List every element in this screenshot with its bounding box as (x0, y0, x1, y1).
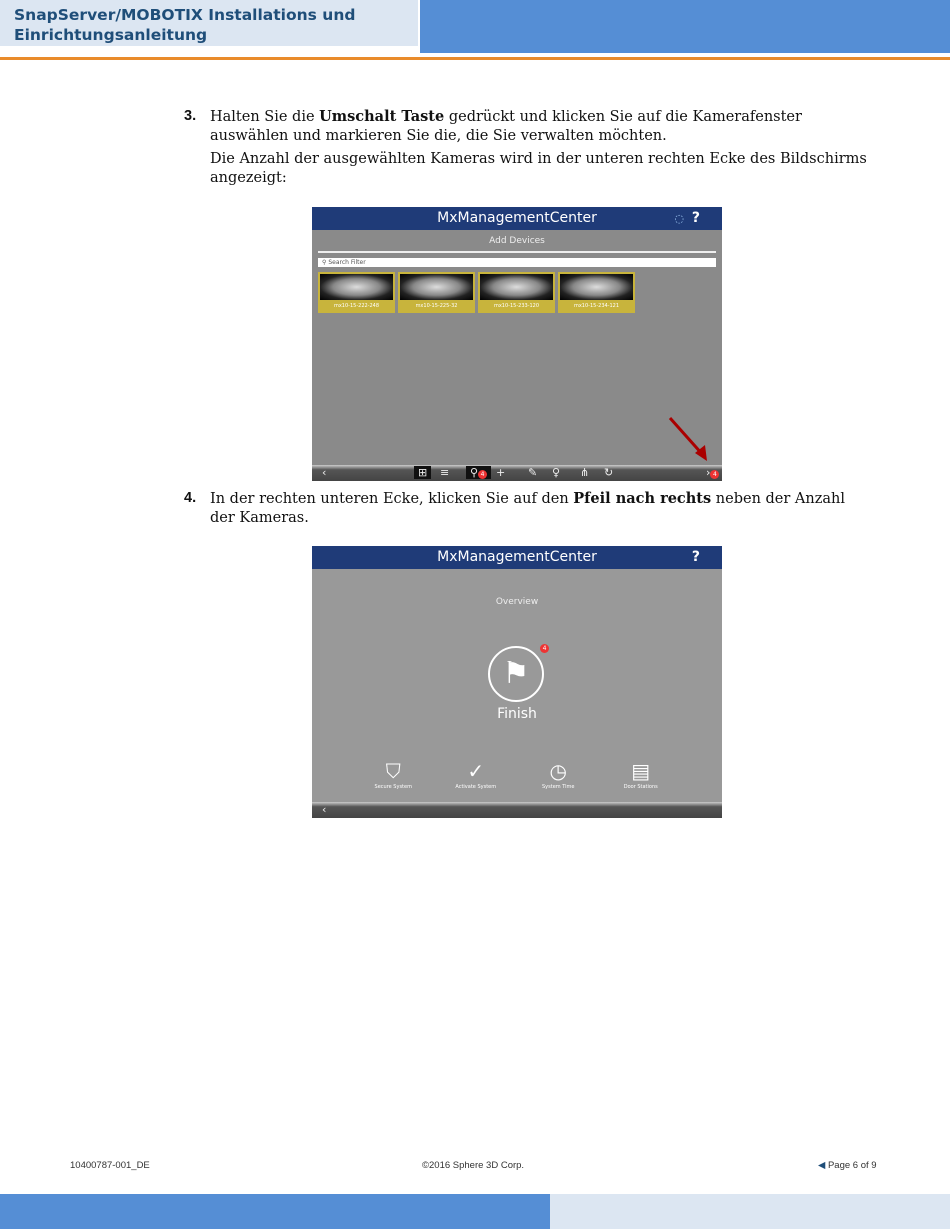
shield-icon: ⛉ (385, 759, 401, 783)
tile-label: Activate System (455, 784, 497, 790)
checkered-flag-icon: ⚑ (488, 646, 544, 702)
camera-image (400, 274, 473, 300)
finish-button (488, 646, 546, 722)
tile-door-stations (601, 758, 681, 790)
page-number: Page 6 of 9 (827, 1160, 877, 1171)
step-number: 3. (184, 108, 197, 124)
grid-view-icon: ⊞ (414, 466, 431, 479)
camera-label: mx10-15-225-32 (415, 303, 458, 309)
document-header-title (0, 0, 418, 46)
back-triangle-icon: ◀ (818, 1160, 826, 1171)
header-band (420, 0, 950, 53)
finish-label: Finish (497, 706, 537, 722)
footer-copyright: ©2016 Sphere 3D Corp. (422, 1160, 525, 1171)
footer-doc-id: 10400787-001_DE (70, 1160, 150, 1171)
count-badge: 4 (710, 470, 719, 479)
checkmark-icon: ✓ (467, 759, 485, 783)
camera-image (320, 274, 393, 300)
footer-band (0, 1194, 550, 1229)
bottom-toolbar (312, 465, 722, 481)
tile-label: Secure System (374, 784, 412, 790)
camera-image (560, 274, 633, 300)
header-divider (0, 57, 950, 60)
tile-system-time (518, 758, 598, 790)
camera-tile (558, 272, 635, 313)
step-bold: Pfeil nach rechts (573, 490, 712, 507)
step-text: gedrückt und klicken Sie auf die Kamerafenster auswählen und markieren Sie die, die Sie verwalten möchten. (210, 109, 802, 144)
header-title-line2: Einrichtungsanleitung (14, 26, 208, 44)
step-number: 4. (184, 490, 197, 506)
back-arrow-icon: ‹ (322, 466, 327, 479)
door-station-icon: ▤ (631, 759, 651, 783)
spinner-icon: ◌ (674, 212, 684, 225)
search-icon: ⚲ 4 (466, 466, 491, 479)
camera-label: mx10-15-233-120 (493, 303, 540, 309)
count-badge: 4 (478, 470, 487, 479)
count-badge: 4 (540, 644, 549, 653)
next-arrow-icon: › 4 (706, 466, 719, 479)
app-title: MxManagementCenter (437, 210, 597, 226)
clock-icon: ◷ (549, 759, 567, 783)
step-note: Die Anzahl der ausgewählten Kameras wird in der unteren rechten Ecke des Bildschirms angezeigt: (210, 151, 867, 186)
overview-tiles (312, 758, 722, 790)
camera-tile (398, 272, 475, 313)
header-title-line1: SnapServer/MOBOTIX Installations und (14, 6, 356, 24)
camera-label: mx10-15-234-121 (573, 303, 620, 309)
step-text: neben der Anzahl der Kameras. (210, 491, 845, 526)
help-icon: ? (691, 210, 700, 226)
app-title: MxManagementCenter (437, 549, 597, 565)
screenshot-add-devices (312, 207, 722, 481)
app-titlebar (312, 546, 722, 569)
camera-label: mx10-15-222-248 (333, 303, 380, 309)
step-text: Halten Sie die (210, 109, 320, 125)
tile-label: System Time (542, 784, 575, 790)
key-icon: ♀ (552, 466, 561, 479)
camera-image (480, 274, 553, 300)
add-icon: + (496, 466, 506, 479)
tile-label: Door Stations (623, 784, 658, 790)
tile-activate-system (436, 758, 516, 790)
divider (318, 251, 716, 253)
camera-tile (478, 272, 555, 313)
section-title: Overview (495, 597, 539, 607)
app-titlebar (312, 207, 722, 230)
footer-page (818, 1160, 877, 1171)
help-icon: ? (691, 549, 700, 565)
list-view-icon: ≡ (440, 466, 450, 479)
network-icon: ⋔ (580, 466, 590, 479)
camera-tile (318, 272, 395, 313)
camera-grid (318, 272, 722, 313)
edit-icon: ✎ (528, 466, 538, 479)
footer-band-light (550, 1194, 950, 1229)
step-text: In der rechten unteren Ecke, klicken Sie auf den (210, 491, 574, 507)
step-bold: Umschalt Taste (319, 108, 445, 125)
bottom-toolbar (312, 802, 722, 818)
red-arrow-annotation (667, 415, 712, 465)
back-arrow-icon: ‹ (322, 803, 327, 816)
refresh-icon: ↻ (604, 466, 614, 479)
step-4 (184, 489, 874, 528)
search-placeholder: Search Filter (328, 259, 366, 266)
screenshot-overview (312, 546, 722, 818)
search-input: ⚲ Search Filter (318, 258, 716, 267)
tile-secure-system (353, 758, 433, 790)
step-3 (184, 107, 874, 188)
section-title: Add Devices (489, 236, 545, 246)
